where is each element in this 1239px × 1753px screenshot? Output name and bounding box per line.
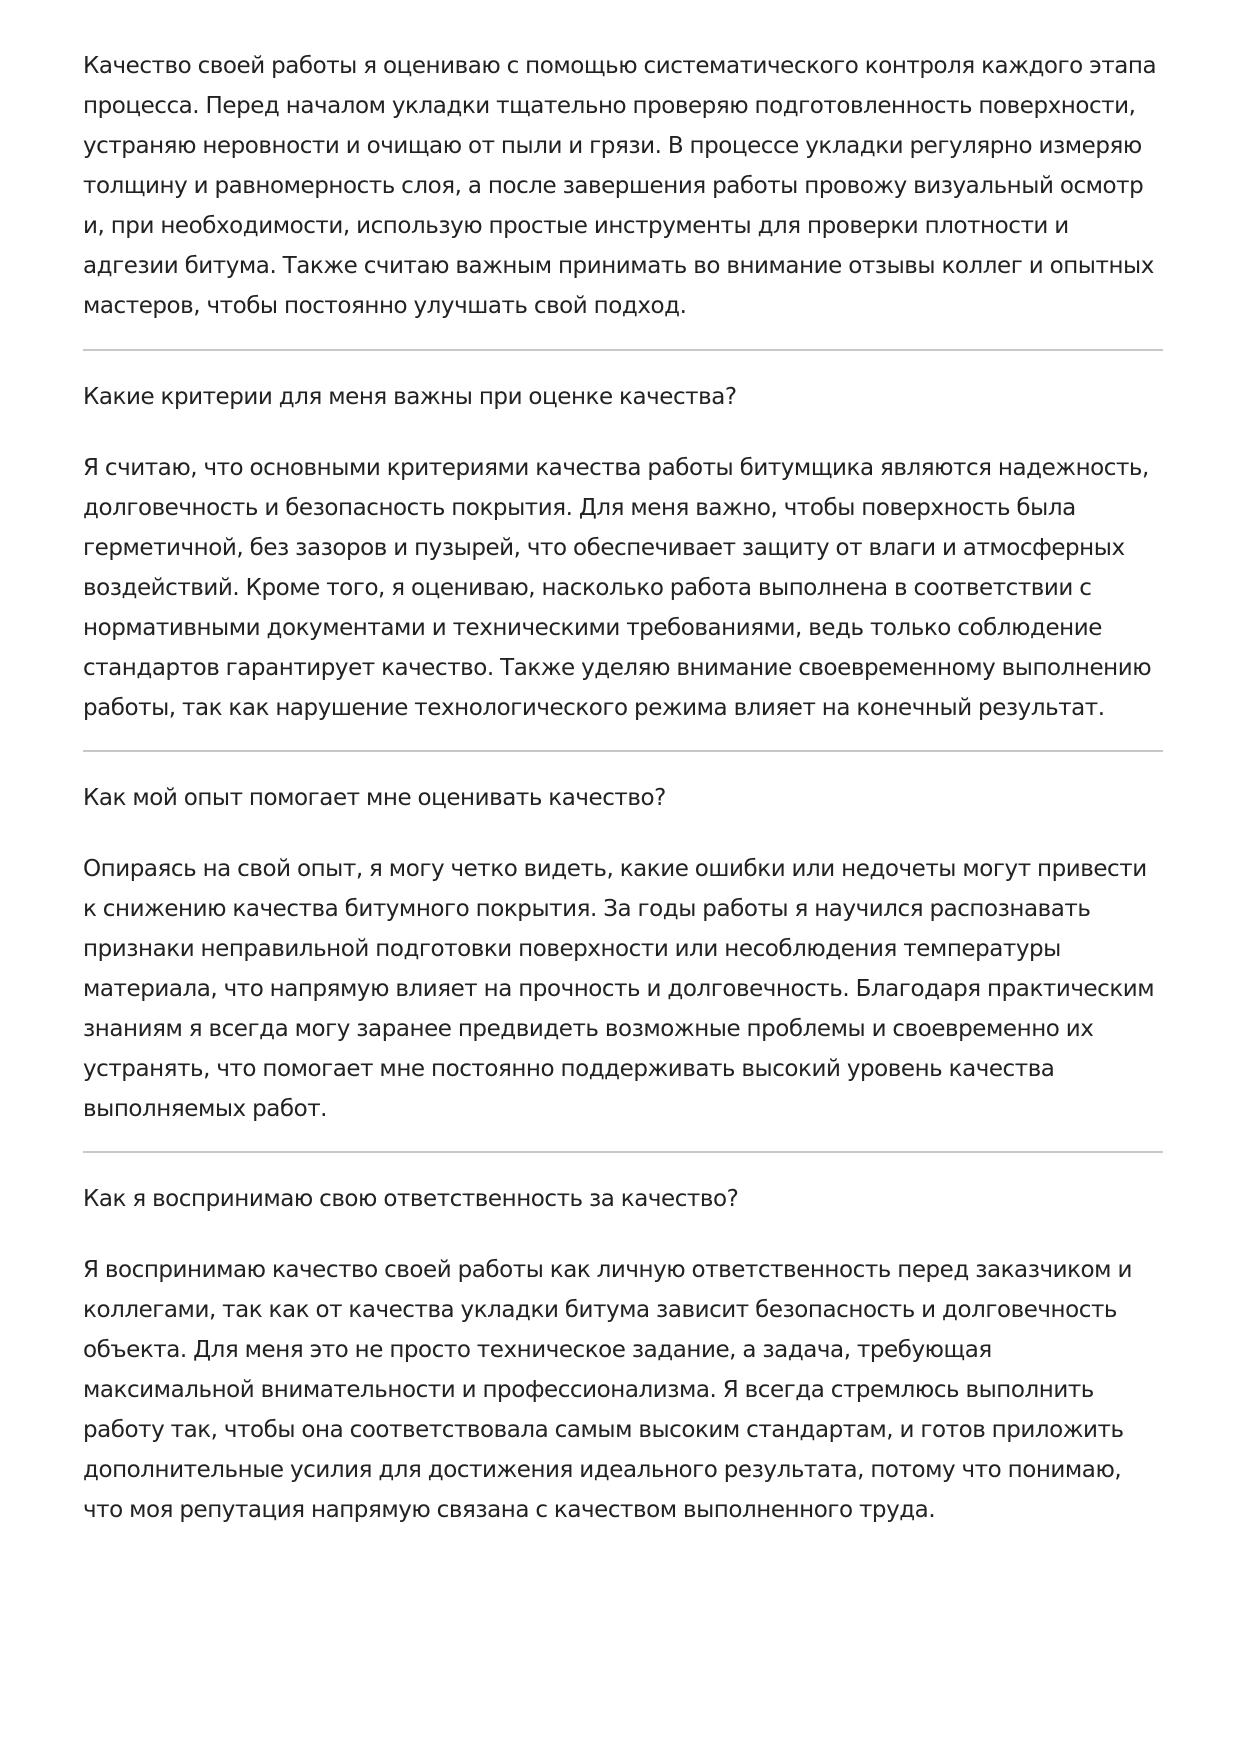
section-answer-experience: Опираясь на свой опыт, я могу четко видеть, какие ошибки или недочеты могут привести к снижению качества битумного покрытия. За годы работы я научился распознавать признаки неправильной подготовки поверхности или несоблюдения температуры материала, что напрямую влияет на прочность и долговечность. Благодаря практическим знаниям я всегда могу заранее предвидеть возможные проблемы и своевременно их устранять, что помогает мне постоянно поддерживать высокий уровень качества выполняемых работ.: [83, 856, 1155, 1122]
section-question-criteria: Какие критерии для меня важны при оценке качества?: [83, 384, 737, 410]
section-answer-criteria: Я считаю, что основными критериями качества работы битумщика являются надежность, долговечность и безопасность покрытия. Для меня важно, чтобы поверхность была герметичной, без зазоров и пузырей, что обеспечивает защиту от влаги и атмосферных воздействий. Кроме того, я оцениваю, насколько работа выполнена в соответствии с нормативными документами и техническими требованиями, ведь только соблюдение стандартов гарантирует качество. Также уделяю внимание своевременному выполнению работы, так как нарушение технологического режима влияет на конечный результат.: [83, 455, 1152, 721]
section-divider: [83, 349, 1163, 351]
intro-answer-paragraph: Качество своей работы я оцениваю с помощью систематического контроля каждого этапа процесса. Перед началом укладки тщательно проверяю подготовленность поверхности, устраняю неровности и очищаю от пыли и грязи. В процессе укладки регулярно измеряю толщину и равномерность слоя, а после завершения работы провожу визуальный осмотр и, при необходимости, использую простые инструменты для проверки плотности и адгезии битума. Также считаю важным принимать во внимание отзывы коллег и опытных мастеров, чтобы постоянно улучшать свой подход.: [83, 53, 1157, 319]
section-divider: [83, 750, 1163, 752]
section-question-responsibility: Как я воспринимаю свою ответственность за качество?: [83, 1186, 739, 1212]
document-page: [83, 46, 1163, 1530]
section-question-experience: Как мой опыт помогает мне оценивать качество?: [83, 785, 666, 811]
section-answer-responsibility: Я воспринимаю качество своей работы как личную ответственность перед заказчиком и коллегами, так как от качества укладки битума зависит безопасность и долговечность объекта. Для меня это не просто техническое задание, а задача, требующая максимальной внимательности и профессионализма. Я всегда стремлюсь выполнить работу так, чтобы она соответствовала самым высоким стандартам, и готов приложить дополнительные усилия для достижения идеального результата, потому что понимаю, что моя репутация напрямую связана с качеством выполненного труда.: [83, 1257, 1132, 1523]
section-divider: [83, 1151, 1163, 1153]
